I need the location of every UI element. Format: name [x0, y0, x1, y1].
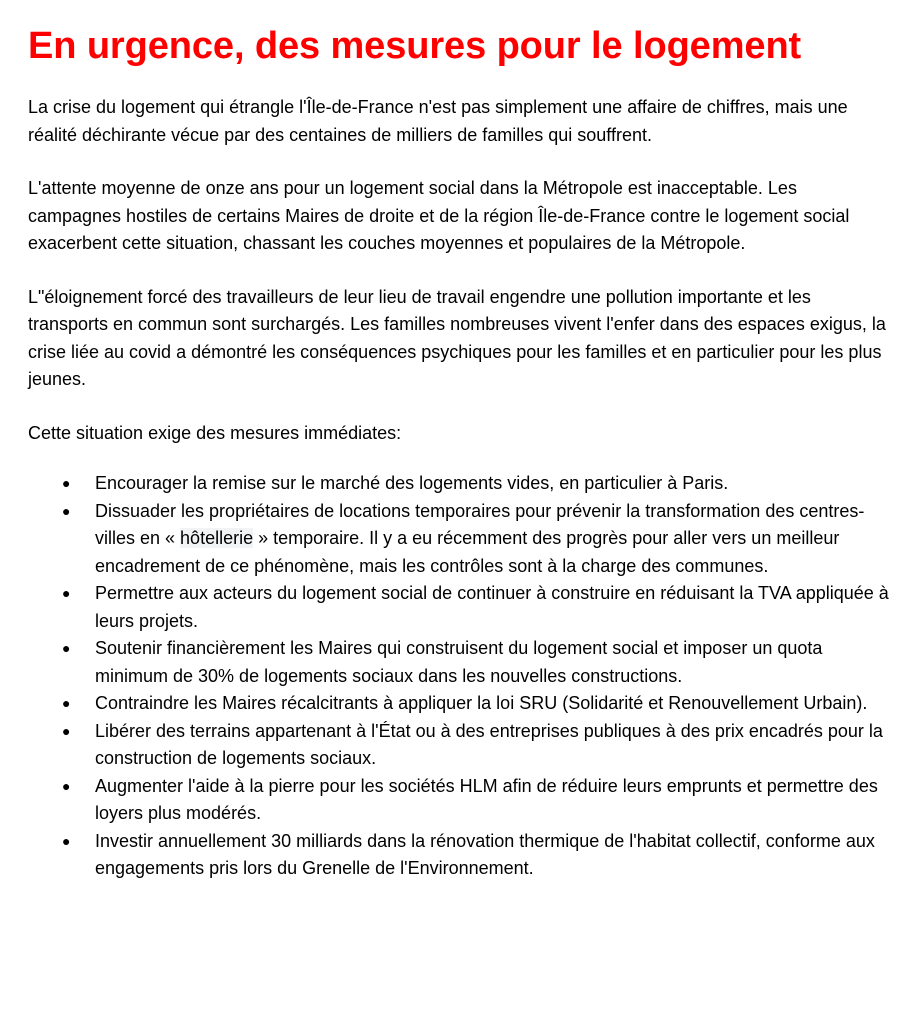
- measure-text: Contraindre les Maires récalcitrants à appliquer la loi SRU (Solidarité et Renouvellement Urbain).: [95, 693, 868, 713]
- measure-text: Soutenir financièrement les Maires qui construisent du logement social et imposer un quota minimum de 30% de logements sociaux dans les nouvelles constructions.: [95, 638, 823, 686]
- bullet-icon: ●: [62, 475, 71, 491]
- paragraph-consequences: L"éloignement forcé des travailleurs de leur lieu de travail engendre une pollution importante et les transports en commun sont surchargés. Les familles nombreuses vivent l'enfer dans des espaces exigus, la crise liée au covid a démontré les conséquences psychiques pour les familles et en particulier pour les plus jeunes.: [28, 286, 886, 389]
- bullet-icon: ●: [62, 832, 71, 849]
- measure-text: Encourager la remise sur le marché des logements vides, en particulier à Paris.: [95, 473, 729, 493]
- measure-text-before: Dissuader les propriétaires de locations temporaires pour prévenir la transformation des centres-villes en «: [95, 500, 865, 548]
- bullet-icon: ●: [62, 695, 71, 711]
- measure-item: [28, 828, 890, 883]
- measures-list: [28, 470, 921, 883]
- paragraph-intro: La crise du logement qui étrangle l'Île-de-France n'est pas simplement une affaire de chiffres, mais une réalité déchirante vécue par des centaines de milliers de familles qui souffrent.: [28, 97, 848, 145]
- measure-item: [28, 773, 890, 828]
- measure-item: [28, 690, 890, 718]
- measure-text-after: » temporaire. Il y a eu récemment des progrès pour aller vers un meilleur encadrement de ce phénomène, mais les contrôles sont à la charge des communes.: [95, 528, 840, 576]
- measure-item: [28, 498, 890, 581]
- measure-text: Permettre aux acteurs du logement social de continuer à construire en réduisant la TVA appliquée à leurs projets.: [95, 583, 889, 631]
- bullet-icon: ●: [62, 585, 71, 601]
- measure-item: [28, 635, 890, 690]
- paragraph-measures-intro: Cette situation exige des mesures immédiates:: [28, 422, 402, 443]
- measure-item: [28, 470, 890, 498]
- highlighted-term: hôtellerie: [180, 528, 254, 548]
- document-title: En urgence, des mesures pour le logement: [28, 25, 802, 67]
- bullet-icon: ●: [62, 722, 71, 739]
- measure-text: Libérer des terrains appartenant à l'État ou à des entreprises publiques à des prix encadrés pour la construction de logements sociaux.: [95, 720, 883, 768]
- measure-item: [28, 580, 890, 635]
- paragraph-waiting-time: L'attente moyenne de onze ans pour un logement social dans la Métropole est inacceptable. Les campagnes hostiles de certains Maires de droite et de la région Île-de-France contre le logement social exacerbent cette situation, chassant les couches moyennes et populaires de la Métropole.: [28, 178, 850, 253]
- measure-item: [28, 718, 890, 773]
- bullet-icon: ●: [62, 502, 71, 519]
- measure-text: Investir annuellement 30 milliards dans la rénovation thermique de l'habitat collectif, conforme aux engagements pris lors du Grenelle de l'Environnement.: [95, 830, 875, 878]
- bullet-icon: ●: [62, 777, 71, 794]
- measure-text: Augmenter l'aide à la pierre pour les sociétés HLM afin de réduire leurs emprunts et permettre des loyers plus modérés.: [95, 775, 878, 823]
- bullet-icon: ●: [62, 640, 71, 656]
